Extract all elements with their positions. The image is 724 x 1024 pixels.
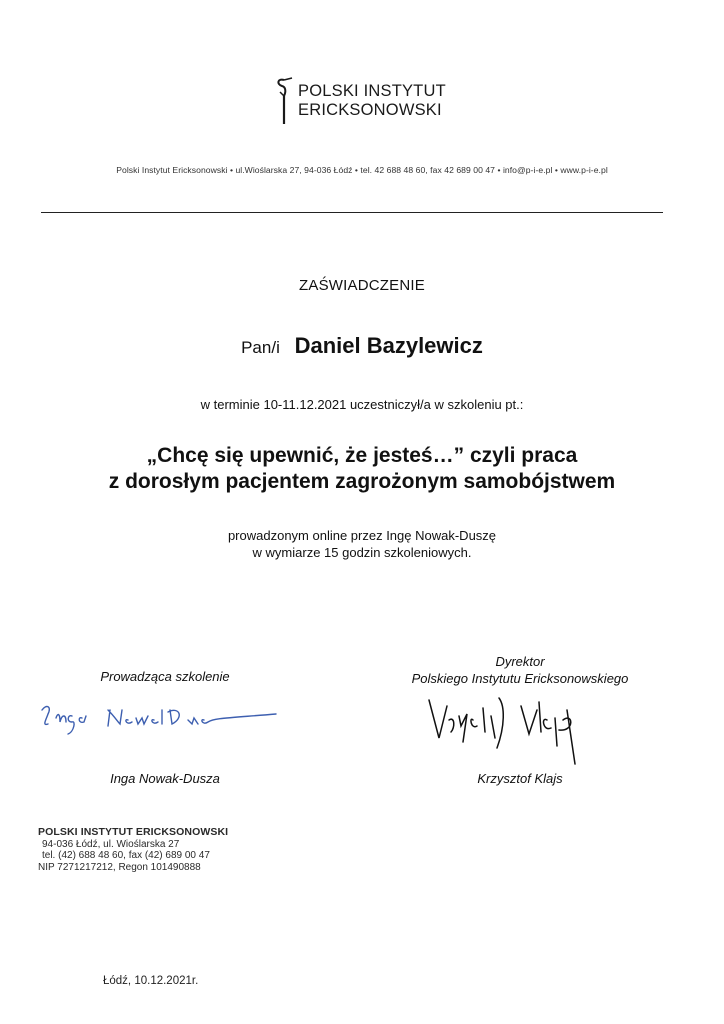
trainer-name: Inga Nowak-Dusza [110,771,220,786]
course-title [0,443,724,495]
stork-icon [270,74,296,130]
trainer-signature [38,692,278,742]
institute-stamp [38,827,238,873]
course-details [0,527,724,561]
director-name: Krzysztof Klajs [477,771,563,786]
stamp-phone: tel. (42) 688 48 60, fax (42) 689 00 47 [42,850,210,861]
logo-line-1: POLSKI INSTYTUT [298,82,446,100]
director-role-line-1: Dyrektor [495,654,545,669]
participant-name: Daniel Bazylewicz [294,333,483,358]
director-role [380,653,660,687]
contact-line: Polski Instytut Ericksonowski • ul.Wioślarska 27, 94-036 Łódź • tel. 42 688 48 60, fax 42 689 00 47 • info@p-i-e.pl • www.p-i-e.pl [116,165,608,175]
institute-logo [270,74,470,130]
logo-line-2: ERICKSONOWSKI [298,101,442,119]
led-by-line: prowadzonym online przez Ingę Nowak-Duszę [227,528,497,543]
participant-line [0,333,724,359]
course-title-line-2: z dorosłym pacjentem zagrożonym samobójstwem [108,470,616,493]
stamp-address: 94-036 Łódź, ul. Wioślarska 27 [42,838,180,850]
stamp-title: POLSKI INSTYTUT ERICKSONOWSKI [38,826,229,838]
course-title-line-1: „Chcę się upewnić, że jesteś…” czyli praca [146,444,578,467]
document-title: ZAŚWIADCZENIE [299,277,425,294]
term-text: w terminie 10-11.12.2021 uczestniczył/a w szkoleniu pt.: [200,397,524,412]
director-role-line-2: Polskiego Instytutu Ericksonowskiego [411,671,629,686]
director-signature [425,686,595,766]
hours-line: w wymiarze 15 godzin szkoleniowych. [252,545,472,560]
stamp-tax-ids: NIP 7271217212, Regon 101490888 [38,861,201,873]
trainer-role: Prowadząca szkolenie [100,669,230,684]
header-divider [41,212,663,213]
place-and-date: Łódź, 10.12.2021r. [103,975,199,987]
salutation: Pan/i [241,338,280,357]
